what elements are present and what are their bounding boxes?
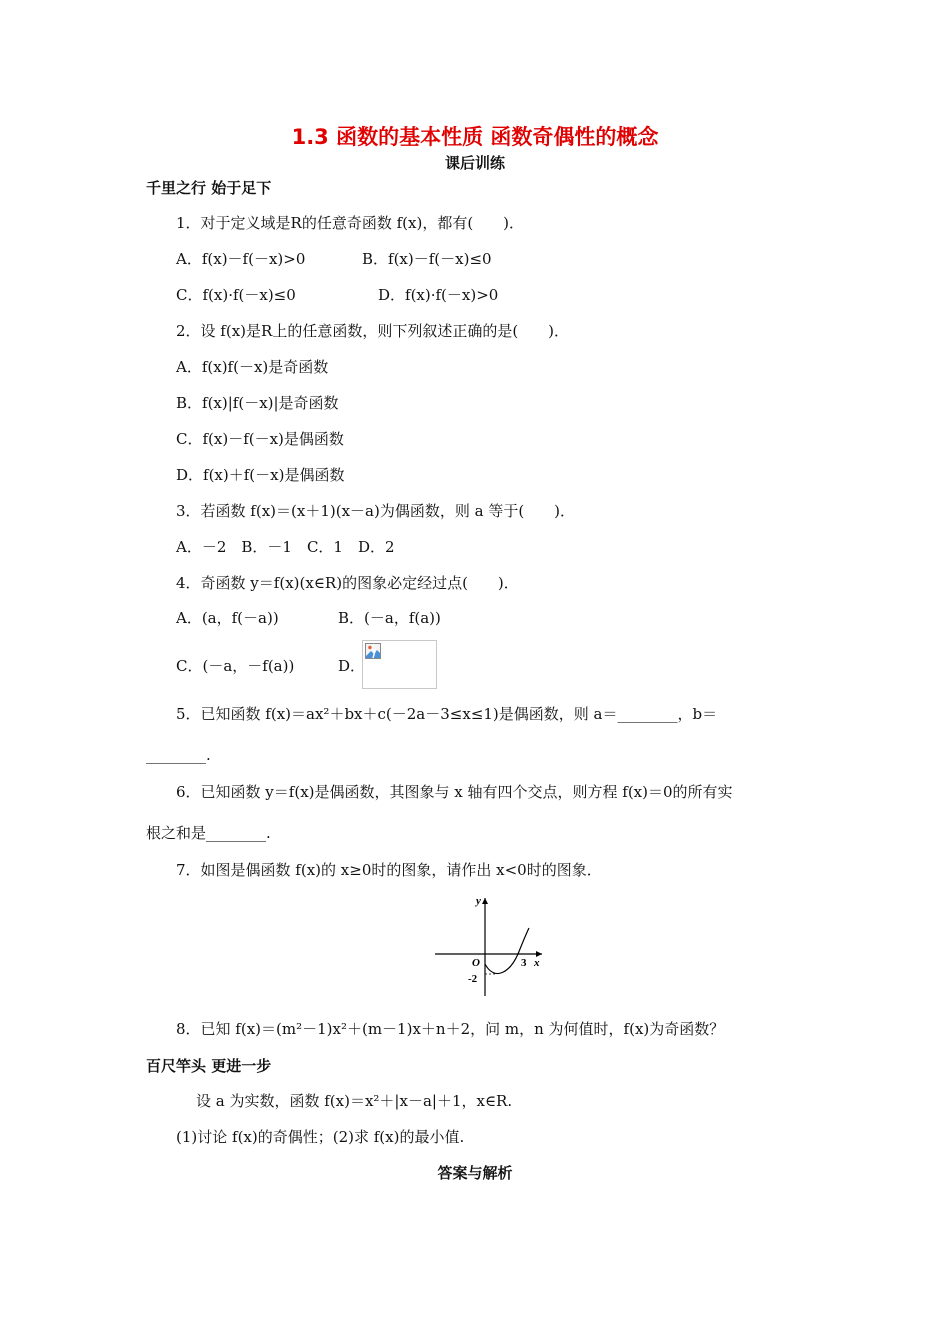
question-3-stem: 3．若函数 f(x)＝(x＋1)(x－a)为偶函数，则 a 等于( )． [176, 502, 576, 520]
page-title: 1.3 函数的基本性质 函数奇偶性的概念 [291, 125, 659, 149]
section-heading-basic: 千里之行 始于足下 [146, 179, 272, 197]
section-heading-advanced: 百尺竿头 更进一步 [146, 1057, 272, 1075]
extra-question-line-1: 设 a 为实数，函数 f(x)＝x²＋|x－a|＋1，x∈R. [196, 1092, 513, 1110]
page-subtitle: 课后训练 [444, 154, 505, 172]
question-6-line-2: 根之和是________. [146, 824, 271, 842]
question-4-option-c: C．(－a，－f(a)) [176, 657, 295, 675]
question-1-option-b: B．f(x)－f(－x)≤0 [362, 250, 492, 268]
question-7-stem: 7．如图是偶函数 f(x)的 x≥0时的图象，请作出 x<0时的图象． [176, 861, 602, 879]
question-4-option-b: B．(－a，f(a)) [338, 609, 441, 627]
question-2-option-a: A．f(x)f(－x)是奇函数 [176, 358, 329, 376]
question-2-option-c: C．f(x)－f(－x)是偶函数 [176, 430, 344, 448]
question-1-option-d: D．f(x)·f(－x)>0 [378, 286, 499, 304]
extra-question-line-2: (1)讨论 f(x)的奇偶性；(2)求 f(x)的最小值. [176, 1128, 465, 1146]
x-axis-label: x [534, 957, 540, 969]
question-2-stem: 2．设 f(x)是R上的任意函数，则下列叙述正确的是( )． [176, 322, 570, 340]
question-5-line-1: 5．已知函数 f(x)＝ax²＋bx＋c(－2a－3≤x≤1)是偶函数，则 a＝________，b＝ [176, 705, 718, 723]
function-graph [430, 892, 550, 1000]
question-4-option-a: A．(a，f(－a)) [176, 609, 279, 627]
question-8-stem: 8．已知 f(x)＝(m²－1)x²＋(m－1)x＋n＋2，问 m，n 为何值时，f(x)为奇函数？ [176, 1020, 725, 1038]
x-tick-label: 3 [521, 957, 527, 969]
question-2-option-d: D．f(x)＋f(－x)是偶函数 [176, 466, 345, 484]
y-axis-label: y [476, 895, 481, 907]
broken-image-placeholder [362, 640, 437, 689]
question-1-option-c: C．f(x)·f(－x)≤0 [176, 286, 296, 304]
y-axis-arrow-icon [482, 898, 488, 904]
question-2-option-b: B．f(x)|f(－x)|是奇函数 [176, 394, 339, 412]
origin-label: O [472, 957, 480, 969]
question-3-options: A．－2 B．－1 C．1 D．2 [176, 538, 395, 556]
y-tick-label: -2 [468, 973, 478, 985]
broken-image-icon [365, 643, 381, 659]
question-1-stem: 1．对于定义域是R的任意奇函数 f(x)，都有( )． [176, 214, 525, 232]
question-6-line-1: 6．已知函数 y＝f(x)是偶函数，其图象与 x 轴有四个交点，则方程 f(x)＝0的所有实 [176, 783, 733, 801]
question-1-option-a: A．f(x)－f(－x)>0 [176, 250, 306, 268]
answers-heading: 答案与解析 [437, 1164, 513, 1182]
question-4-stem: 4．奇函数 y＝f(x)(x∈R)的图象必定经过点( )． [176, 574, 519, 592]
question-4-option-d: D． [338, 657, 366, 675]
question-5-line-2: ________. [146, 746, 211, 764]
